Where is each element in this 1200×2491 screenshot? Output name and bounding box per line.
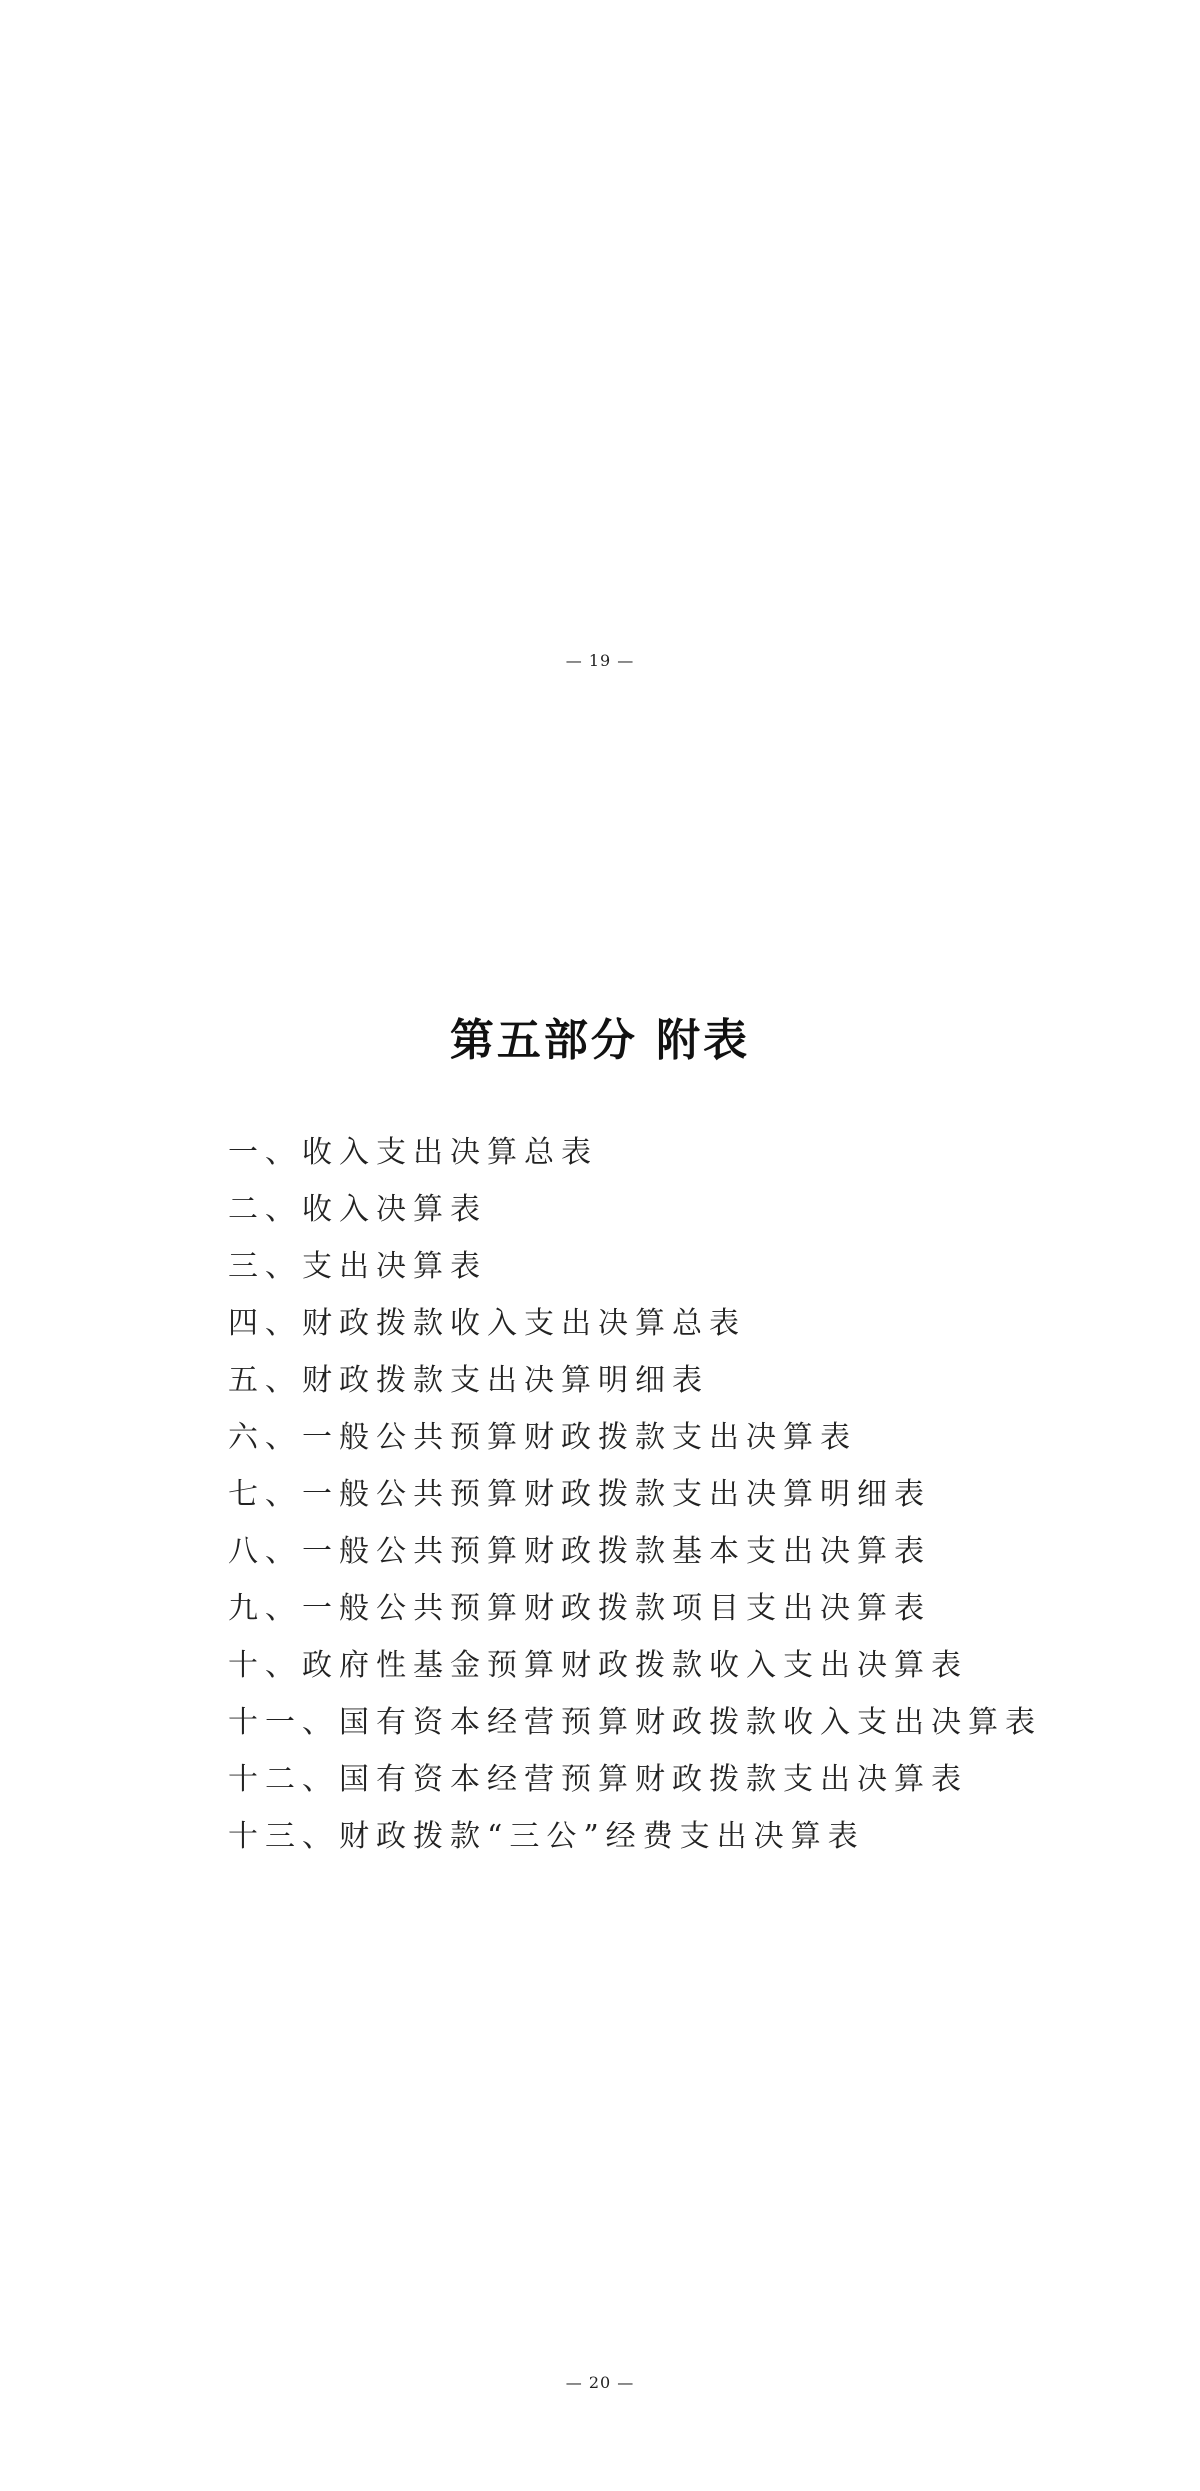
list-item: 八、一般公共预算财政拨款基本支出决算表 (228, 1534, 931, 1569)
list-item: 十一、国有资本经营预算财政拨款收入支出决算表 (228, 1705, 1042, 1740)
list-item: 十二、国有资本经营预算财政拨款支出决算表 (228, 1762, 968, 1797)
list-item: 十、政府性基金预算财政拨款收入支出决算表 (228, 1648, 968, 1683)
list-item: 四、财政拨款收入支出决算总表 (228, 1306, 746, 1341)
page-number-top: — 19 — (565, 651, 635, 670)
list-item: 二、收入决算表 (228, 1192, 487, 1227)
appendix-table-list (228, 1124, 1042, 1865)
list-item: 五、财政拨款支出决算明细表 (228, 1363, 709, 1398)
list-item: 一、收入支出决算总表 (228, 1135, 598, 1170)
page-number-bottom: — 20 — (565, 2373, 635, 2392)
section-title: 第五部分 附表 (449, 1015, 751, 1066)
list-item: 七、一般公共预算财政拨款支出决算明细表 (228, 1477, 931, 1512)
list-item: 三、支出决算表 (228, 1249, 487, 1284)
list-item: 九、一般公共预算财政拨款项目支出决算表 (228, 1591, 931, 1626)
list-item: 十三、财政拨款“三公”经费支出决算表 (228, 1819, 865, 1854)
list-item: 六、一般公共预算财政拨款支出决算表 (228, 1420, 857, 1455)
